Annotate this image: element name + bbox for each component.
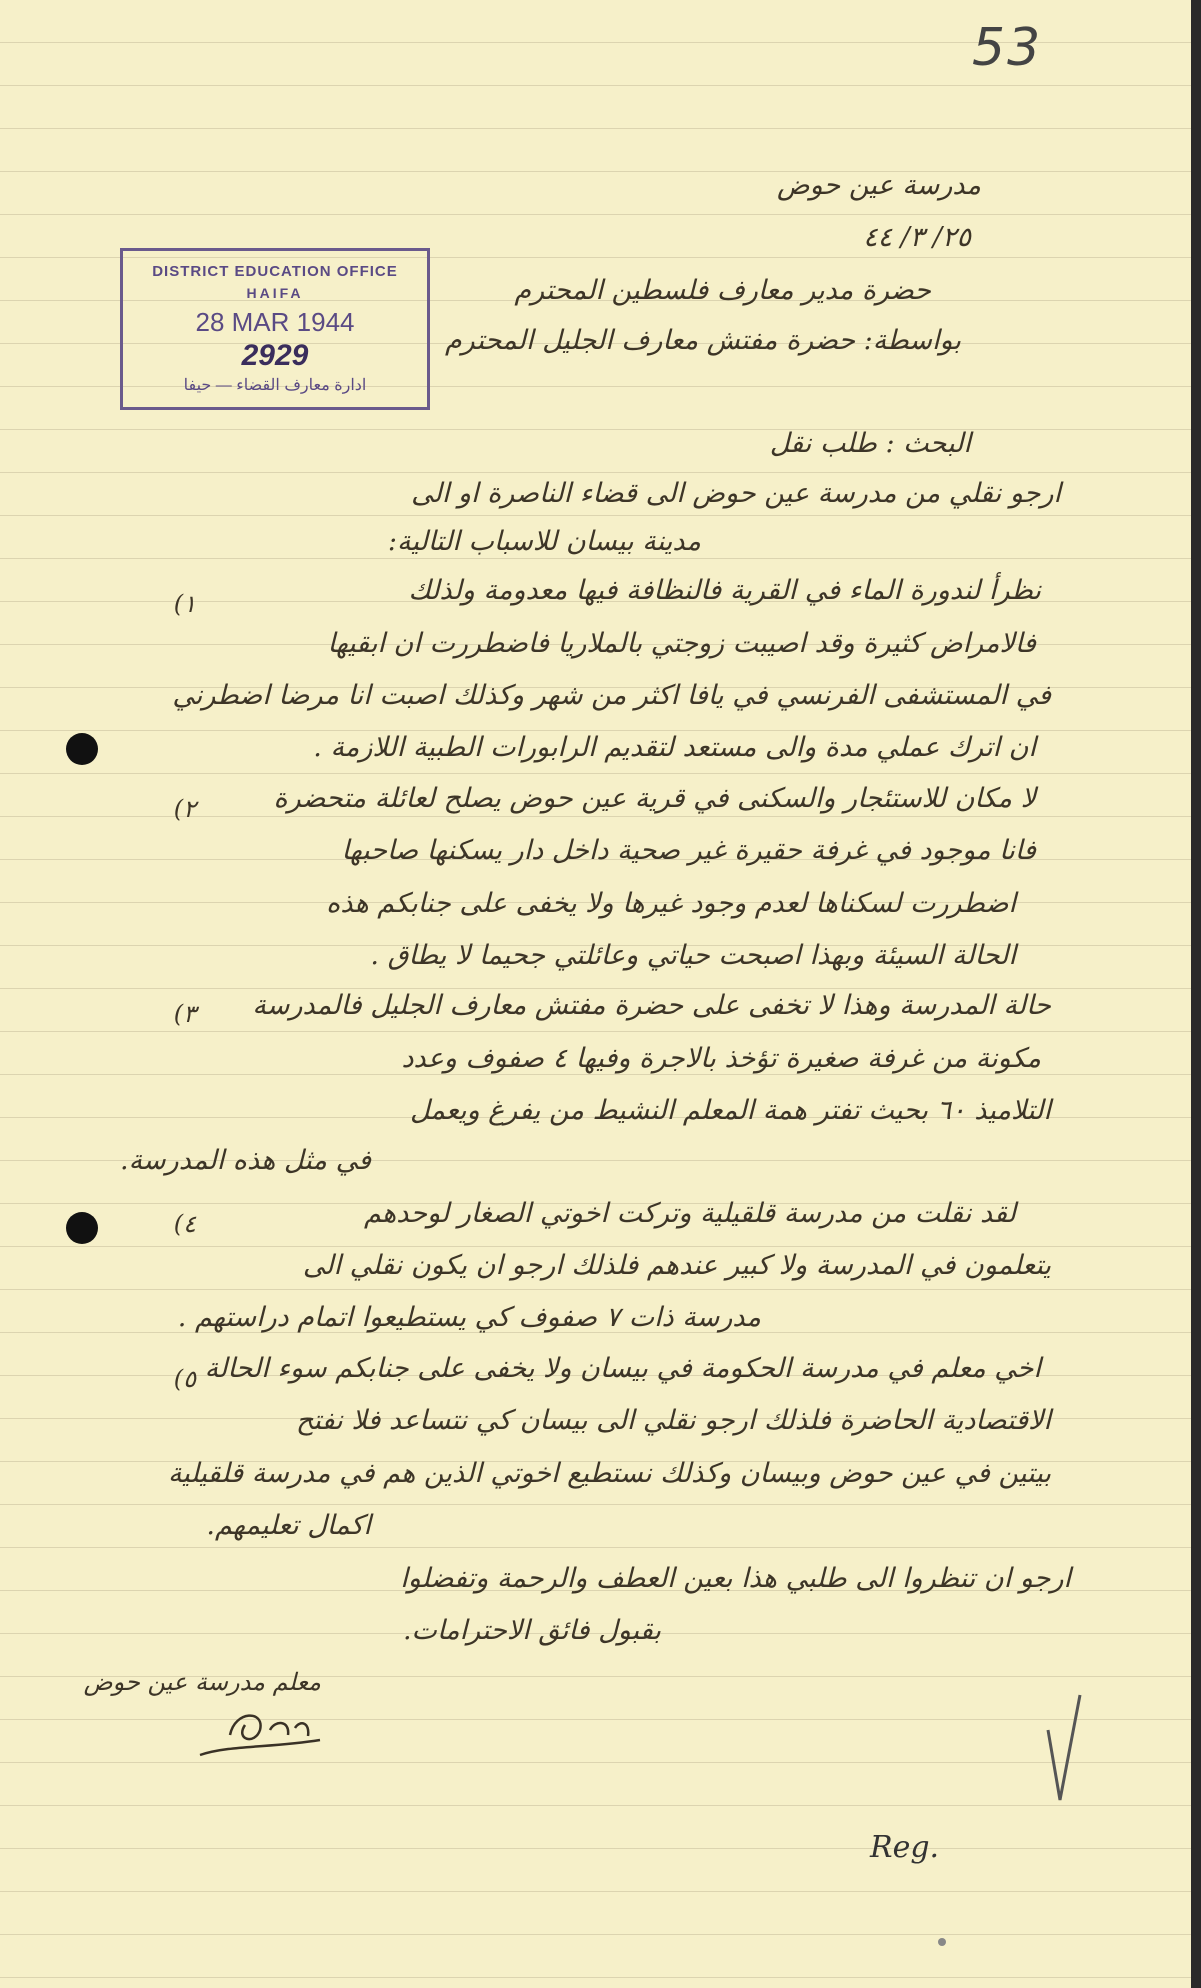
intro-line-1: ارجو نقلي من مدرسة عين حوض الى قضاء الناصرة او الى — [411, 478, 1061, 509]
closing-line-1: ارجو ان تنظروا الى طلبي هذا بعين العطف والرحمة وتفضلوا — [400, 1563, 1071, 1594]
header-addressee: حضرة مدير معارف فلسطين المحترم — [514, 275, 931, 306]
subject-line: البحث : طلب نقل — [769, 428, 971, 459]
item-5-line-2: الاقتصادية الحاضرة فلذلك ارجو نقلي الى بيسان كي نتساعد فلا نفتح — [296, 1405, 1051, 1436]
item-3-line-1: حالة المدرسة وهذا لا تخفى على حضرة مفتش معارف الجليل فالمدرسة — [252, 990, 1051, 1021]
item-number: ٥) — [173, 1365, 196, 1393]
header-school: مدرسة عين حوض — [776, 170, 981, 201]
reg-annotation: Reg. — [870, 1830, 940, 1865]
item-2-line-1: لا مكان للاستئجار والسكنى في قرية عين حوض يصلح لعائلة متحضرة — [273, 783, 1036, 814]
intro-line-2: مدينة بيسان للاسباب التالية: — [387, 526, 701, 557]
stamp-line-1: DISTRICT EDUCATION OFFICE — [152, 263, 398, 280]
item-1-line-4: ان اترك عملي مدة والى مستعد لتقديم الرابورات الطبية اللازمة . — [313, 732, 1036, 763]
punch-hole — [66, 1212, 98, 1244]
item-1-line-2: فالامراض كثيرة وقد اصيبت زوجتي بالملاريا فاضطررت ان ابقيها — [327, 628, 1036, 659]
item-number: ١) — [173, 590, 196, 618]
checkmark-annotation — [1040, 1690, 1090, 1810]
item-4-line-3: مدرسة ذات ٧ صفوف كي يستطيعوا اتمام دراستهم . — [177, 1302, 761, 1333]
item-1-line-3: في المستشفى الفرنسي في يافا اكثر من شهر وكذلك اصبت انا مرضا اضطرني — [172, 680, 1051, 711]
item-4-line-1: لقد نقلت من مدرسة قلقيلية وتركت اخوتي الصغار لوحدهم — [364, 1198, 1016, 1229]
page-edge — [1191, 0, 1201, 1988]
signature-title: معلم مدرسة عين حوض — [83, 1668, 321, 1696]
item-number: ٢) — [173, 795, 196, 823]
item-4-line-2: يتعلمون في المدرسة ولا كبير عندهم فلذلك ارجو ان يكون نقلي الى — [302, 1250, 1051, 1281]
stamp-date: 28 MAR 1944 — [195, 307, 355, 337]
stamp-line-2: HAIFA — [246, 285, 304, 301]
punch-hole — [66, 733, 98, 765]
item-number: ٣) — [173, 1000, 196, 1028]
item-5-line-3: بيتين في عين حوض وبيسان وكذلك نستطيع اخوتي الذين هم في مدرسة قلقيلية — [167, 1458, 1051, 1489]
stamp-number: 2929 — [241, 339, 309, 372]
item-2-line-3: اضطررت لسكناها لعدم وجود غيرها ولا يخفى على جنابكم هذه — [326, 888, 1016, 919]
item-5-line-4: اكمال تعليمهم. — [206, 1510, 371, 1541]
item-number: ٤) — [173, 1210, 196, 1238]
item-3-line-4: في مثل هذه المدرسة. — [119, 1145, 371, 1176]
handwritten-signature — [190, 1700, 330, 1770]
office-stamp — [120, 248, 430, 410]
stamp-arabic: ادارة معارف القضاء — حيفا — [183, 377, 367, 394]
item-2-line-2: فانا موجود في غرفة حقيرة غير صحية داخل دار يسكنها صاحبها — [341, 835, 1036, 866]
page-number: 53 — [972, 18, 1043, 78]
item-1-line-1: نظرأ لندورة الماء في القرية فالنظافة فيها معدومة ولذلك — [408, 575, 1041, 606]
closing-line-2: بقبول فائق الاحترامات. — [402, 1615, 661, 1646]
header-via: بواسطة: حضرة مفتش معارف الجليل المحترم — [444, 325, 961, 356]
item-3-line-2: مكونة من غرفة صغيرة تؤخذ بالاجرة وفيها ٤ صفوف وعدد — [401, 1043, 1041, 1074]
item-3-line-3: التلاميذ ٦٠ بحيث تفتر همة المعلم النشيط من يفرغ ويعمل — [409, 1095, 1051, 1126]
item-2-line-4: الحالة السيئة وبهذا اصبحت حياتي وعائلتي جحيما لا يطاق . — [370, 940, 1016, 971]
header-date: ٢٥/ ٣/ ٤٤ — [863, 222, 971, 253]
item-5-line-1: اخي معلم في مدرسة الحكومة في بيسان ولا يخفى على جنابكم سوء الحالة — [204, 1353, 1041, 1384]
paper-speck — [938, 1938, 946, 1946]
